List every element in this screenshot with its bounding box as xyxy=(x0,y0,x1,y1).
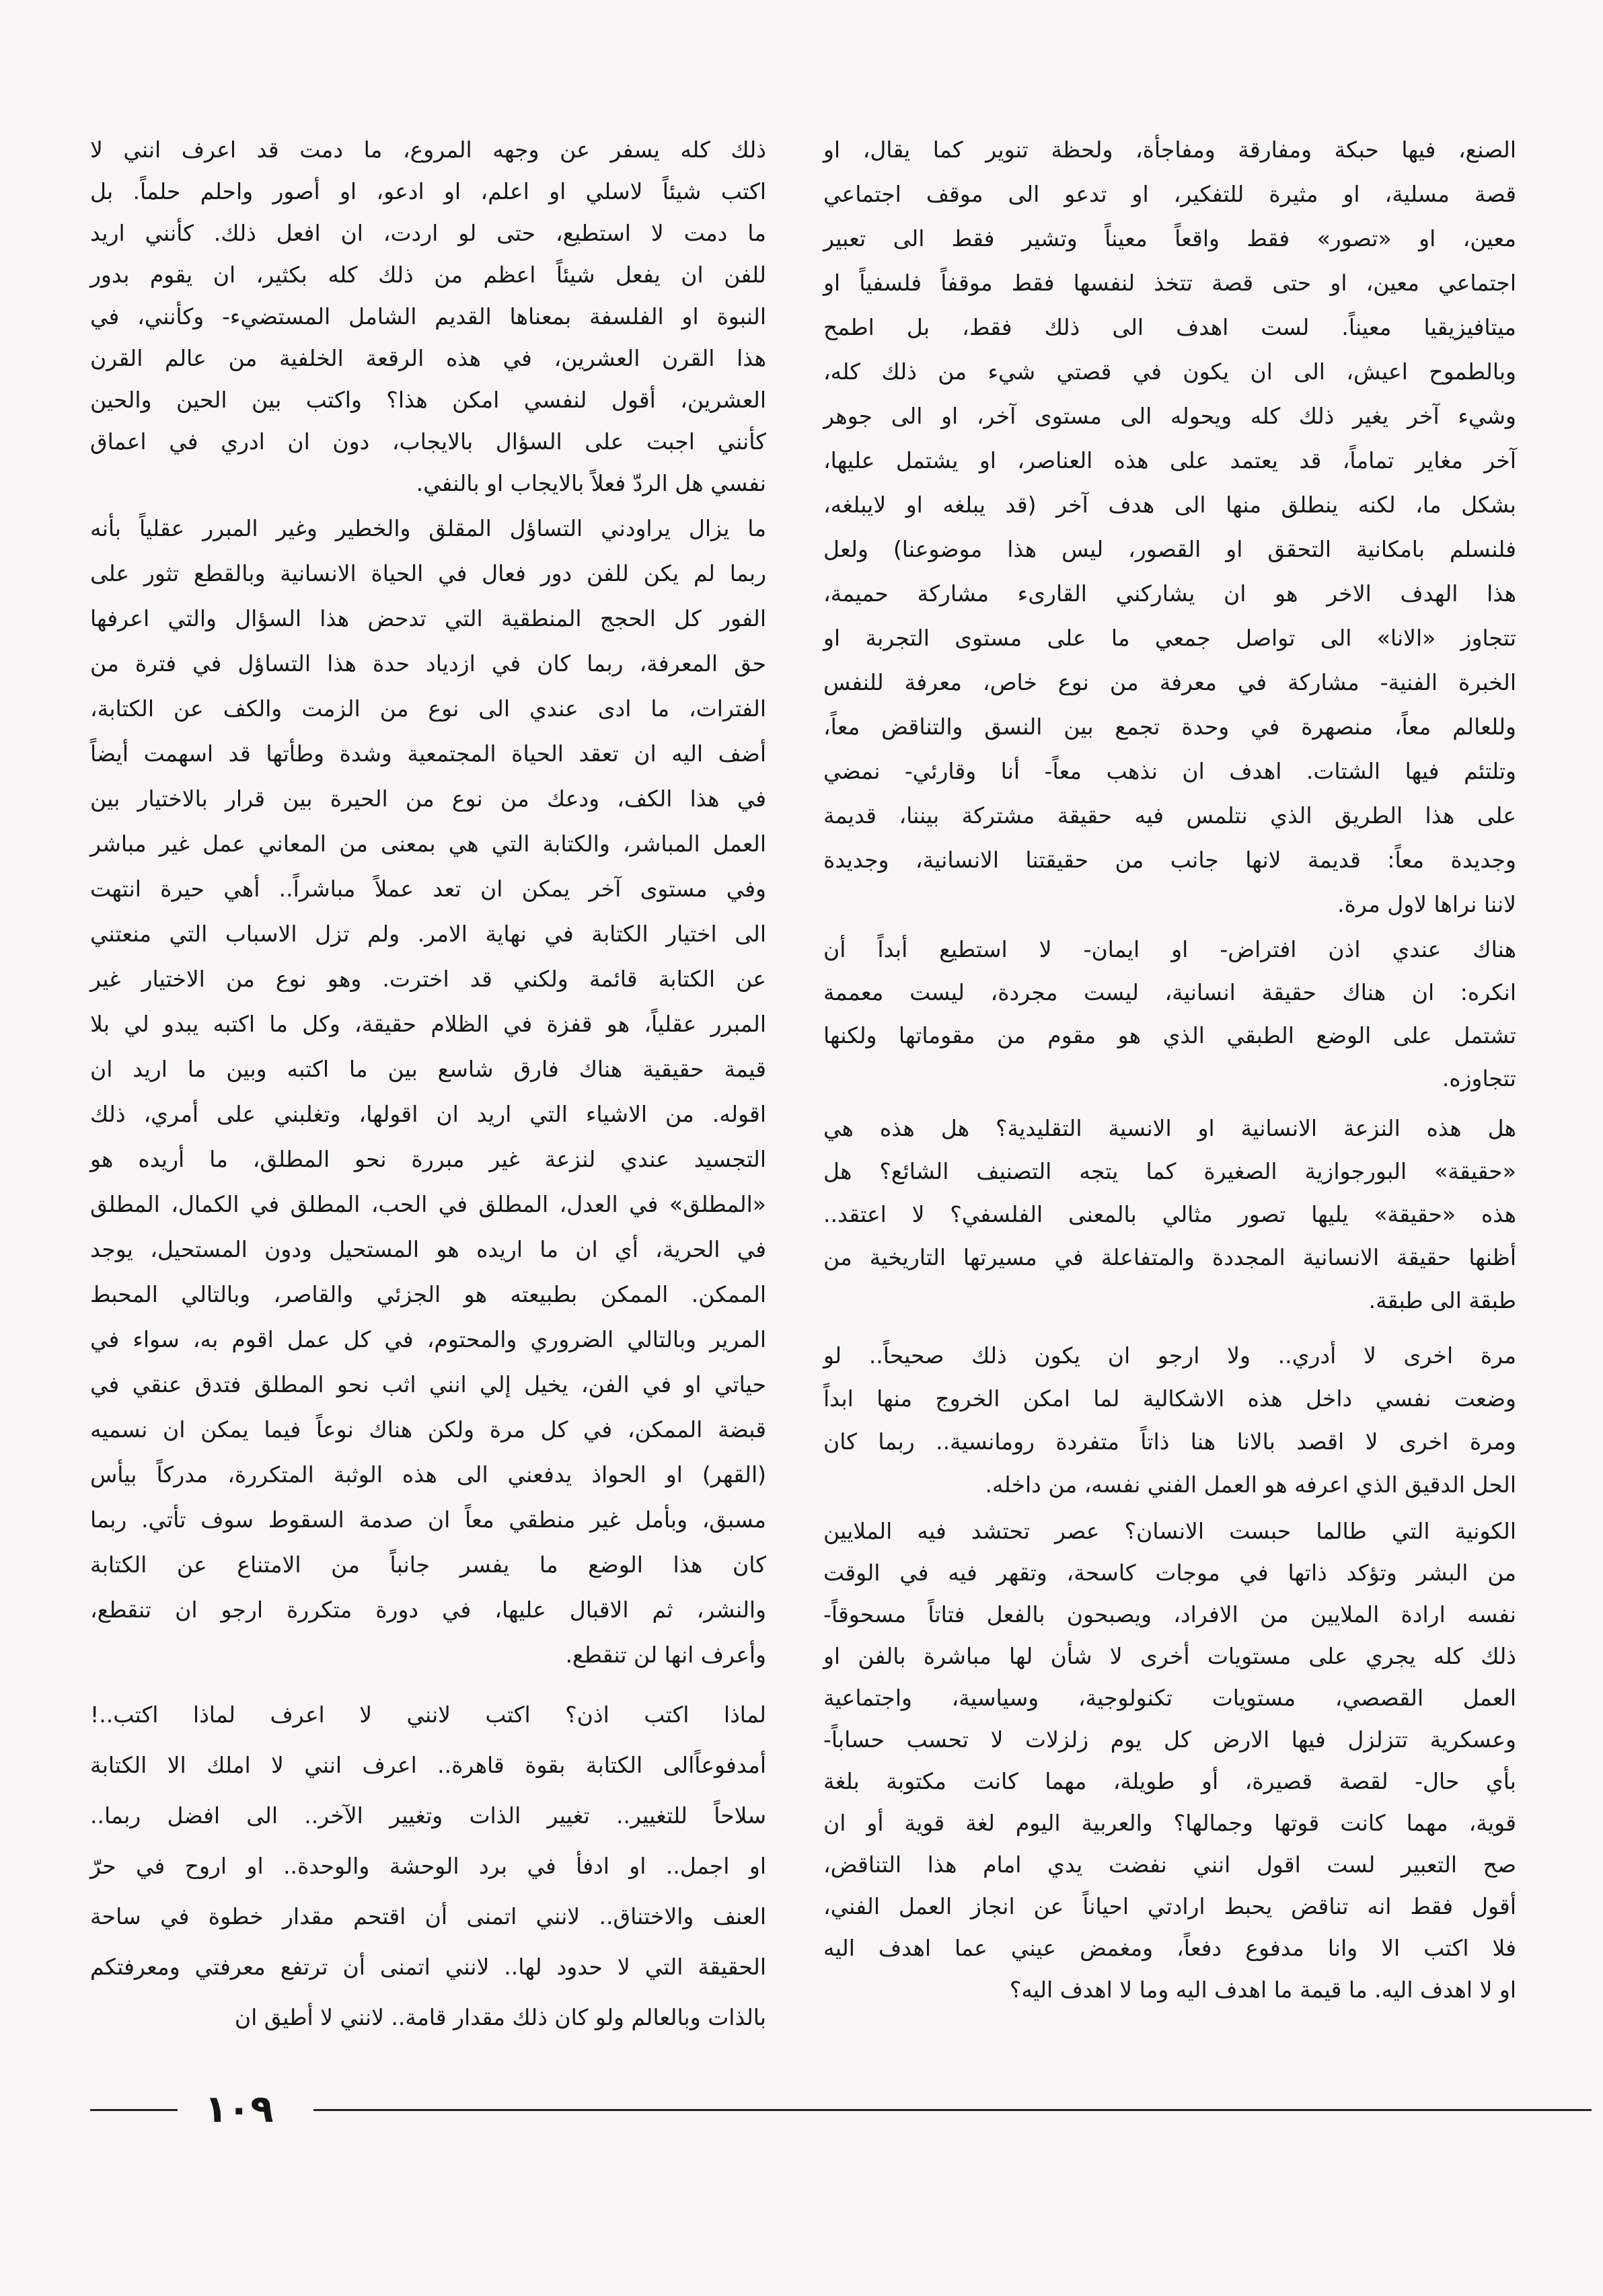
text-line: «حقيقة» البورجوازية الصغيرة كما يتجه التصنيف الشائع؟ هل xyxy=(823,1158,1516,1184)
paragraph xyxy=(90,506,766,1677)
text-line: وللعالم معاً، منصهرة في وحدة تجمع بين النسق والتناقض معاً، xyxy=(823,714,1516,740)
text-line: حياتي او في الفن، يخيل إلي انني اثب نحو المطلق فتدق عنقي في xyxy=(90,1371,766,1398)
text-line: والنشر، ثم الاقبال عليها، في دورة متكررة ارجو ان تنقطع، xyxy=(90,1597,766,1623)
paragraph xyxy=(823,1510,1516,2011)
text-line: بشكل ما، لكنه ينطلق منها الى هدف آخر (قد يبلغه او لايبلغه، xyxy=(823,492,1516,518)
paragraph xyxy=(823,928,1516,1100)
text-line: الفور كل الحجج المنطقية التي تدحض هذا السؤال والتي اعرفها xyxy=(90,605,766,632)
text-line: ربما لم يكن للفن دور فعال في الحياة الانسانية وبالقطع تثور على xyxy=(90,560,766,586)
text-line: الصنع، فيها حبكة ومفارقة ومفاجأة، ولحظة تنوير كما يقال، او xyxy=(823,137,1516,163)
text-line: قوية، مهما كانت قوتها وجمالها؟ والعربية اليوم لغة قوية أو ان xyxy=(823,1810,1516,1836)
text-line: حق المعرفة، ربما كان في ازدياد حدة هذا التساؤل في فترة من xyxy=(90,650,766,677)
text-line: وفي مستوى آخر يمكن ان تعد عملاً مباشراً.. أهي حيرة انتهت xyxy=(90,876,766,902)
footer-rule-left xyxy=(90,2109,178,2111)
text-line: ما دمت لا استطيع، حتى لو اردت، ان افعل ذلك. كأنني اريد xyxy=(90,220,766,246)
text-line: هناك عندي اذن افتراض- او ايمان- لا استطيع أبداً أن xyxy=(823,936,1516,962)
text-line: هذا الهدف الاخر هو ان يشاركني القارىء مشاركة حميمة، xyxy=(823,580,1516,607)
paragraph xyxy=(823,1334,1516,1506)
text-line: عن الكتابة قائمة ولكني قد اخترت. وهو نوع من الاختيار غير xyxy=(90,966,766,992)
text-line: العنف والاختناق.. لانني اتمنى أن اقتحم مقدار خطوة في ساحة xyxy=(90,1903,766,1929)
text-line: على هذا الطريق الذي نتلمس فيه حقيقة مشتركة بيننا، قديمة xyxy=(823,802,1516,829)
text-line: قيمة حقيقية هناك فارق شاسع بين ما اكتبه وبين ما اريد ان xyxy=(90,1056,766,1082)
text-line: المبرر عقلياً، هو قفزة في الظلام حقيقة، وكل ما اكتبه يبدو لي بلا xyxy=(90,1011,766,1037)
paragraph xyxy=(90,1689,766,2042)
text-line: قبضة الممكن، في كل مرة ولكن هناك نوعاً فيما يمكن ان نسميه xyxy=(90,1416,766,1443)
text-line: اقوله. من الاشياء التي اريد ان اقولها، وتغلبني على أمري، ذلك xyxy=(90,1101,766,1127)
text-line: طبقة الى طبقة. xyxy=(1368,1287,1516,1313)
text-line: وجديدة معاً: قديمة لانها جانب من حقيقتنا الانسانية، وجديدة xyxy=(823,847,1516,873)
text-line: او اجمل.. او ادفأ في برد الوحشة والوحدة.. او اروح في حرّ xyxy=(90,1853,766,1879)
text-line: الكونية التي طالما حبست الانسان؟ عصر تحتشد فيه الملايين xyxy=(823,1518,1516,1544)
text-line: وضعت نفسي داخل هذه الاشكالية لما امكن الخروج منها ابداً xyxy=(823,1385,1516,1412)
text-line: الحل الدقيق الذي اعرفه هو العمل الفني نفسه، من داخله. xyxy=(985,1471,1516,1498)
text-line: الفترات، ما ادى عندي الى نوع من الزمت والكف عن الكتابة، xyxy=(90,695,766,722)
text-line: فلنسلم بامكانية التحقق او القصور، ليس هذا موضوعنا) ولعل xyxy=(823,536,1516,562)
text-line: كان هذا الوضع ما يفسر جانباً من الامتناع عن الكتابة xyxy=(90,1552,766,1578)
text-line: لماذا اكتب اذن؟ اكتب لانني لا اعرف لماذا اكتب..! xyxy=(90,1701,766,1728)
text-line: ذلك كله يسفر عن وجهه المروع، ما دمت قد اعرف انني لا xyxy=(90,137,766,163)
text-line: من البشر وتؤكد ذاتها في موجات كاسحة، وتقهر فيه في الوقت xyxy=(823,1560,1516,1586)
text-line: بالذات وبالعالم ولو كان ذلك مقدار قامة.. لانني لا أطيق ان xyxy=(234,2004,766,2030)
text-line: ومرة اخرى لا اقصد بالانا هنا ذاتاً متفردة رومانسية.. ربما كان xyxy=(823,1428,1516,1455)
text-line: كأنني اجبت على السؤال بالايجاب، دون ان ادري في اعماق xyxy=(90,428,766,455)
text-line: الممكن. الممكن بطبيعته هو الجزئي والقاصر، وبالتالي المحبط xyxy=(90,1281,766,1307)
text-line: تتجاوزه. xyxy=(1442,1065,1516,1092)
text-line: أظنها حقيقة الانسانية المجددة والمتفاعلة في مسيرتها التاريخية من xyxy=(823,1244,1516,1270)
text-line: (القهر) او الحواذ يدفعني الى هذه الوثبة المتكررة، مدركاً بيأس xyxy=(90,1461,766,1488)
text-line: صح التعبير لست اقول انني نفضت يدي امام هذا التناقض، xyxy=(823,1851,1516,1878)
text-line: النبوة او الفلسفة بمعناها القديم الشامل المستضيء- وكأنني، في xyxy=(90,303,766,330)
text-line: وعسكرية تتزلزل فيها الارض كل يوم زلزلات لا تحسب حساباً- xyxy=(823,1726,1516,1753)
text-line: انكره: ان هناك حقيقة انسانية، ليست مجردة، ليست معممة xyxy=(823,979,1516,1005)
text-line: في الحرية، أي ان ما اريده هو المستحيل ودون المستحيل، يوجد xyxy=(90,1236,766,1262)
text-line: هذا القرن العشرين، في هذه الرقعة الخلفية من عالم القرن xyxy=(90,345,766,371)
text-line: المرير وبالتالي الضروري والمحتوم، في كل عمل اقوم به، سواء في xyxy=(90,1326,766,1352)
text-line: معين، او «تصور» فقط واقعاً معيناً وتشير فقط الى تعبير xyxy=(823,225,1516,252)
text-line: وأعرف انها لن تنقطع. xyxy=(565,1642,766,1668)
text-line: آخر مغاير تماماً، قد يعتمد على هذه العناصر، او يشتمل عليها، xyxy=(823,447,1516,473)
text-line: وتلتئم فيها الشتات. اهدف ان نذهب معاً- أنا وقارئي- نمضي xyxy=(823,758,1516,784)
text-line: سلاحاً للتغيير.. تغيير الذات وتغيير الآخر.. الى افضل ربما.. xyxy=(90,1802,766,1829)
text-line: نفسه ارادة الملايين من الافراد، ويصبحون بالفعل فتاتاً مسحوقاً- xyxy=(823,1601,1516,1628)
text-line: اكتب شيئاً لاسلي او اعلم، او ادعو، او أصور واحلم حلماً. بل xyxy=(90,178,766,204)
text-line: العشرين، أقول لنفسي امكن هذا؟ واكتب بين الحين والحين xyxy=(90,387,766,413)
text-line: مسبق، وبأمل غير منطقي معاً ان صدمة السقوط سوف تأتي. ربما xyxy=(90,1506,766,1533)
paragraph xyxy=(90,129,766,504)
text-line: أمدفوعاًالى الكتابة بقوة قاهرة.. اعرف انني لا املك الا الكتابة xyxy=(90,1752,766,1778)
text-line: بأي حال- لقصة قصيرة، أو طويلة، مهما كانت مكتوبة بلغة xyxy=(823,1768,1516,1794)
text-line: أقول فقط انه تناقض يحبط ارادتي احياناً عن انجاز العمل الفني، xyxy=(823,1893,1516,1919)
text-line: الخبرة الفنية- مشاركة في معرفة من نوع خاص، معرفة للنفس xyxy=(823,669,1516,695)
text-line: العمل المباشر، والكتابة التي هي بمعنى من المعاني عمل غير مباشر xyxy=(90,831,766,857)
page-footer xyxy=(90,2088,1503,2131)
text-line: ذلك كله يجري على مستويات أخرى لا شأن لها مباشرة بالفن او xyxy=(823,1643,1516,1669)
text-line: العمل القصصي، مستويات تكنولوجية، وسياسية، واجتماعية xyxy=(823,1685,1516,1711)
text-line: هذه «حقيقة» يليها تصور مثالي بالمعنى الفلسفي؟ لا اعتقد.. xyxy=(823,1201,1516,1227)
footer-rule-right xyxy=(313,2109,1592,2111)
text-line: في هذا الكف، ودعك من نوع من الحيرة بين قرار بالاختيار بين xyxy=(90,786,766,812)
text-line: ما يزال يراودني التساؤل المقلق والخطير وغير المبرر عقلياً بأنه xyxy=(90,515,766,541)
text-line: فلا اكتب الا وانا مدفوع دفعاً، ومغمض عيني عما اهدف اليه xyxy=(823,1935,1516,1961)
text-line: هل هذه النزعة الانسانية او الانسية التقليدية؟ هل هذه هي xyxy=(823,1115,1516,1141)
text-line: ميتافيزيقيا معيناً. لست اهدف الى ذلك فقط، بل اطمح xyxy=(823,314,1516,340)
text-line: التجسيد عندي لنزعة غير مبررة نحو المطلق، ما أريده هو xyxy=(90,1146,766,1172)
text-line: تتجاوز «الانا» الى تواصل جمعي ما على مستوى التجربة او xyxy=(823,625,1516,651)
text-line: قصة مسلية، او مثيرة للتفكير، او تدعو الى موقف اجتماعي xyxy=(823,181,1516,207)
text-line: وبالطموح اعيش، الى ان يكون في قصتي شيء من ذلك كله، xyxy=(823,358,1516,385)
text-line: تشتمل على الوضع الطبقي الذي هو مقوم من مقوماتها ولكنها xyxy=(823,1022,1516,1048)
text-line: وشيء آخر يغير ذلك كله ويحوله الى مستوى آخر، او الى جوهر xyxy=(823,403,1516,429)
paragraph xyxy=(823,1107,1516,1322)
text-line: الحقيقة التي لا حدود لها.. لانني اتمنى أن ترتفع معرفتي ومعرفتكم xyxy=(90,1954,766,1980)
text-line: أضف اليه ان تعقد الحياة المجتمعية وشدة وطأتها قد اسهمت أيضاً xyxy=(90,740,766,767)
text-line: «المطلق» في العدل، المطلق في الحب، المطلق في الكمال، المطلق xyxy=(90,1191,766,1217)
text-line: للفن ان يفعل شيئاً اعظم من ذلك كله بكثير، ان يقوم بدور xyxy=(90,262,766,288)
text-line: لاننا نراها لاول مرة. xyxy=(1337,891,1516,917)
text-line: نفسي هل الردّ فعلاً بالايجاب او بالنفي. xyxy=(416,470,766,496)
text-line: الى اختيار الكتابة في نهاية الامر. ولم تزل الاسباب التي منعتني xyxy=(90,921,766,947)
text-line: او لا اهدف اليه. ما قيمة ما اهدف اليه وما لا اهدف اليه؟ xyxy=(1009,1977,1516,2003)
text-line: مرة اخرى لا أدري.. ولا ارجو ان يكون ذلك صحيحاً.. لو xyxy=(823,1342,1516,1369)
text-line: اجتماعي معين، او حتى قصة تتخذ لنفسها فقط موقفاً فلسفياً او xyxy=(823,270,1516,296)
page-number: ١٠٩ xyxy=(204,2088,274,2131)
paragraph xyxy=(823,128,1516,927)
